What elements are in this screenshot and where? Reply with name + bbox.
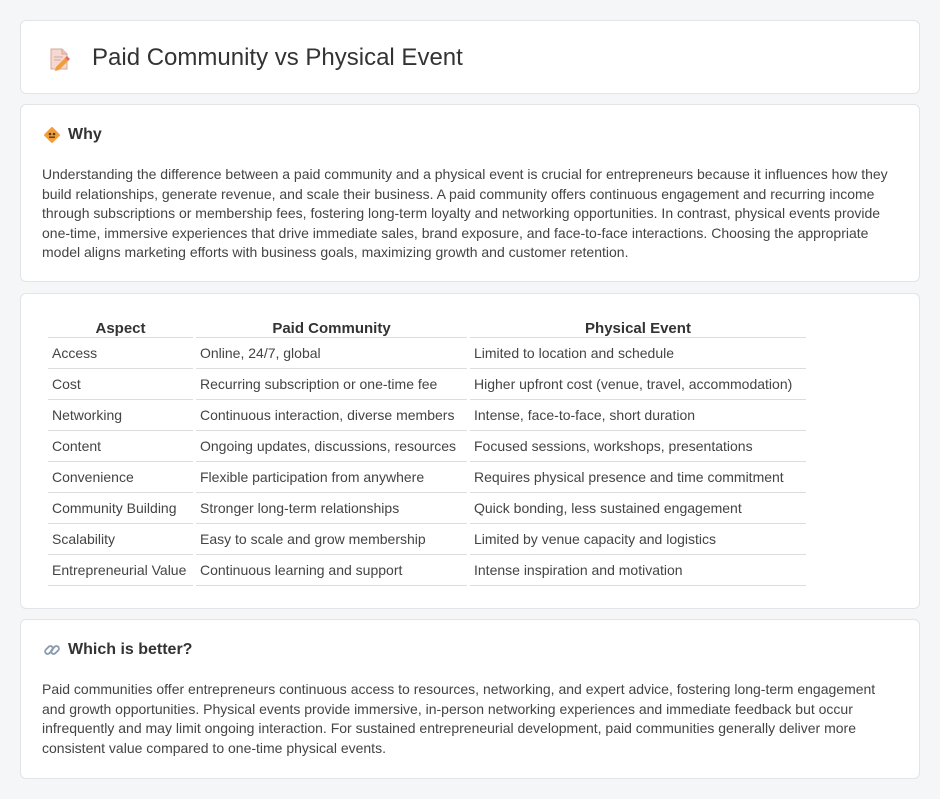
cell-paid-community: Continuous learning and support bbox=[196, 555, 467, 586]
table-row bbox=[48, 400, 806, 431]
diamond-warning-icon bbox=[43, 126, 61, 144]
comparison-table bbox=[45, 314, 809, 586]
header-aspect: Aspect bbox=[48, 314, 193, 338]
cell-aspect: Content bbox=[48, 431, 193, 462]
better-heading-label: Which is better? bbox=[68, 641, 193, 658]
cell-physical-event: Quick bonding, less sustained engagement bbox=[470, 493, 806, 524]
cell-paid-community: Continuous interaction, diverse members bbox=[196, 400, 467, 431]
cell-paid-community: Flexible participation from anywhere bbox=[196, 462, 467, 493]
better-heading bbox=[43, 641, 192, 659]
table-row bbox=[48, 462, 806, 493]
cell-aspect: Scalability bbox=[48, 524, 193, 555]
why-text: Understanding the difference between a paid community and a physical event is crucial for entrepreneurs because it influences how they build relationships, generate revenue, and scale their business. A paid community offers continuous engagement and recurring income through subscriptions or membership fees, fostering long-term loyalty and networking opportunities. In contrast, physical events provide one-time, immersive experiences that drive immediate sales, brand exposure, and face-to-face interactions. Choosing the appropriate model aligns marketing efforts with business goals, maximizing growth and customer retention. bbox=[42, 166, 888, 261]
cell-aspect: Access bbox=[48, 338, 193, 369]
cell-aspect: Cost bbox=[48, 369, 193, 400]
cell-physical-event: Intense inspiration and motivation bbox=[470, 555, 806, 586]
cell-paid-community: Ongoing updates, discussions, resources bbox=[196, 431, 467, 462]
table-row bbox=[48, 431, 806, 462]
table-row bbox=[48, 524, 806, 555]
cell-aspect: Convenience bbox=[48, 462, 193, 493]
cell-physical-event: Limited to location and schedule bbox=[470, 338, 806, 369]
link-icon bbox=[43, 641, 61, 659]
cell-aspect: Community Building bbox=[48, 493, 193, 524]
document-pencil-icon bbox=[48, 47, 70, 71]
cell-paid-community: Online, 24/7, global bbox=[196, 338, 467, 369]
why-section bbox=[20, 104, 920, 282]
cell-paid-community: Stronger long-term relationships bbox=[196, 493, 467, 524]
table-row bbox=[48, 493, 806, 524]
cell-physical-event: Intense, face-to-face, short duration bbox=[470, 400, 806, 431]
cell-physical-event: Focused sessions, workshops, presentations bbox=[470, 431, 806, 462]
page-title: Paid Community vs Physical Event bbox=[92, 44, 463, 71]
header-paid-community: Paid Community bbox=[196, 314, 467, 338]
table-header-row bbox=[48, 314, 806, 338]
table-row bbox=[48, 555, 806, 586]
comparison-section bbox=[20, 293, 920, 609]
title-card bbox=[20, 20, 920, 94]
cell-physical-event: Higher upfront cost (venue, travel, accommodation) bbox=[470, 369, 806, 400]
cell-aspect: Networking bbox=[48, 400, 193, 431]
cell-paid-community: Easy to scale and grow membership bbox=[196, 524, 467, 555]
cell-physical-event: Requires physical presence and time commitment bbox=[470, 462, 806, 493]
cell-physical-event: Limited by venue capacity and logistics bbox=[470, 524, 806, 555]
cell-paid-community: Recurring subscription or one-time fee bbox=[196, 369, 467, 400]
table-row bbox=[48, 369, 806, 400]
cell-aspect: Entrepreneurial Value bbox=[48, 555, 193, 586]
why-heading bbox=[43, 126, 102, 144]
better-text: Paid communities offer entrepreneurs continuous access to resources, networking, and expert advice, fostering long-term engagement and growth opportunities. Physical events provide immersive, in-person networking experiences and immediate feedback but occur infrequently and may limit ongoing interaction. For sustained entrepreneurial development, paid communities generally deliver more consistent value compared to one-time physical events. bbox=[42, 681, 876, 756]
why-heading-label: Why bbox=[68, 126, 102, 143]
better-section bbox=[20, 619, 920, 779]
table-row bbox=[48, 338, 806, 369]
header-physical-event: Physical Event bbox=[470, 314, 806, 338]
